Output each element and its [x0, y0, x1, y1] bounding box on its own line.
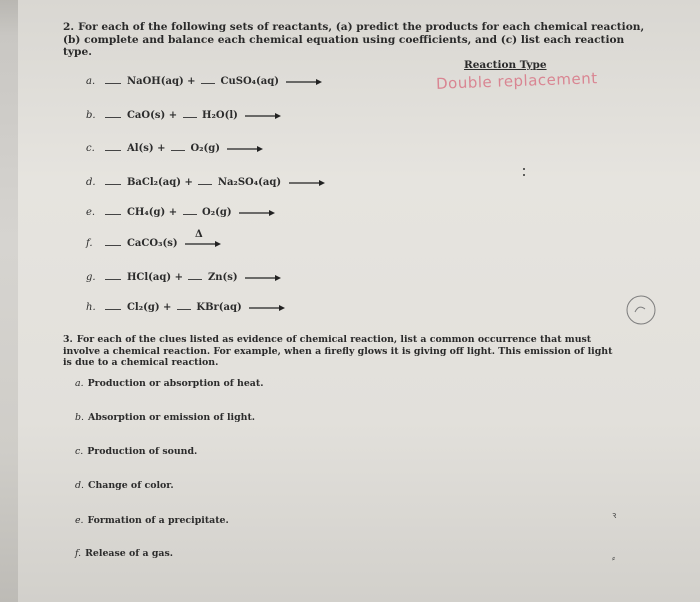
reactant-2: Na₂SO₄(aq): [217, 177, 282, 188]
reaction-label: e.: [86, 207, 96, 218]
handwritten-answer: Double replacement: [435, 69, 598, 93]
coefficient-blank[interactable]: [183, 117, 197, 118]
reaction-row-h: [86, 302, 285, 313]
coefficient-blank[interactable]: [105, 214, 121, 215]
coefficient-blank[interactable]: [183, 214, 197, 215]
arrow-label: Δ: [195, 228, 203, 240]
reaction-arrow-icon: [245, 112, 281, 120]
clue-a: [75, 378, 263, 389]
question-3-prompt: [63, 334, 623, 369]
coefficient-blank[interactable]: [177, 309, 191, 310]
question-2-prompt: [63, 21, 653, 59]
pencil-circle-doodle: [623, 292, 659, 328]
clue-label: e.: [75, 515, 84, 526]
reactant-2: O₂(g): [202, 207, 232, 218]
reaction-label: c.: [86, 143, 95, 154]
question-number: 3.: [63, 334, 73, 345]
pencil-mark: ꝛ: [612, 511, 617, 521]
coefficient-blank[interactable]: [105, 279, 121, 280]
reactant-1: CaCO₃(s): [126, 238, 178, 249]
reactant-1: CH₄(g) +: [126, 207, 178, 218]
reaction-row-b: [86, 110, 281, 121]
reaction-type-header: Reaction Type: [464, 59, 547, 71]
clue-label: f.: [75, 548, 82, 559]
clue-e: [75, 515, 229, 526]
reaction-row-c: [86, 143, 263, 154]
clue-text: Production or absorption of heat.: [87, 378, 264, 389]
reaction-label: d.: [86, 177, 96, 188]
question-text: For each of the following sets of reactants, (a) predict the products for each chemical reaction, (b) complete and balance each chemical equation using coefficients, and (c) list each reaction type.: [63, 21, 645, 58]
clue-label: b.: [75, 412, 84, 423]
reactant-2: O₂(g): [190, 143, 220, 154]
clue-b: [75, 412, 255, 423]
reactant-1: CaO(s) +: [126, 110, 178, 121]
clue-d: [75, 480, 174, 491]
coefficient-blank[interactable]: [105, 117, 121, 118]
reaction-label: a.: [86, 76, 96, 87]
clue-text: Formation of a precipitate.: [87, 515, 229, 526]
reactant-2: CuSO₄(aq): [220, 76, 279, 87]
worksheet-page: [18, 0, 700, 602]
coefficient-blank[interactable]: [105, 309, 121, 310]
reaction-row-f: [86, 228, 221, 249]
reactant-1: HCl(aq) +: [126, 272, 183, 283]
question-number: 2.: [63, 21, 75, 33]
pencil-marks: [523, 168, 525, 182]
reaction-row-e: [86, 207, 275, 218]
reaction-row-d: [86, 177, 325, 188]
reaction-label: b.: [86, 110, 96, 121]
reaction-arrow-icon: [245, 274, 281, 282]
reactant-1: Cl₂(g) +: [126, 302, 172, 313]
clue-c: [75, 446, 197, 457]
reaction-arrow-icon: [227, 145, 263, 153]
pencil-mark: ⸗: [612, 554, 615, 564]
reaction-arrow-icon: [289, 179, 325, 187]
clue-label: a.: [75, 378, 84, 389]
reaction-arrow-icon: [286, 78, 322, 86]
coefficient-blank[interactable]: [105, 83, 121, 84]
reactant-1: Al(s) +: [126, 143, 166, 154]
clue-f: [75, 548, 173, 559]
reactant-2: KBr(aq): [196, 302, 242, 313]
clue-label: d.: [75, 480, 84, 491]
reactant-2: H₂O(l): [202, 110, 238, 121]
clue-text: Release of a gas.: [85, 548, 174, 559]
coefficient-blank[interactable]: [105, 150, 121, 151]
reaction-label: h.: [86, 302, 96, 313]
coefficient-blank[interactable]: [105, 245, 121, 246]
coefficient-blank[interactable]: [188, 279, 202, 280]
reactant-2: Zn(s): [207, 272, 238, 283]
reactant-1: NaOH(aq) +: [126, 76, 196, 87]
reactant-1: BaCl₂(aq) +: [126, 177, 193, 188]
clue-text: Absorption or emission of light.: [87, 412, 256, 423]
reaction-arrow-icon: [249, 304, 285, 312]
reaction-label: f.: [86, 238, 93, 249]
clue-text: Change of color.: [87, 480, 174, 491]
coefficient-blank[interactable]: [105, 184, 121, 185]
reaction-label: g.: [86, 272, 96, 283]
coefficient-blank[interactable]: [201, 83, 215, 84]
coefficient-blank[interactable]: [171, 150, 185, 151]
reaction-row-g: [86, 272, 281, 283]
clue-text: Production of sound.: [87, 446, 198, 457]
heat-arrow-icon: [185, 228, 221, 248]
clue-label: c.: [75, 446, 84, 457]
reaction-row-a: [86, 76, 322, 87]
coefficient-blank[interactable]: [198, 184, 212, 185]
question-text: For each of the clues listed as evidence of chemical reaction, list a common occurrence that must involve a chemical reaction. For example, when a firefly glows it is giving off light. This emission of light is due to a chemical reaction.: [63, 334, 613, 368]
reaction-arrow-icon: [239, 209, 275, 217]
